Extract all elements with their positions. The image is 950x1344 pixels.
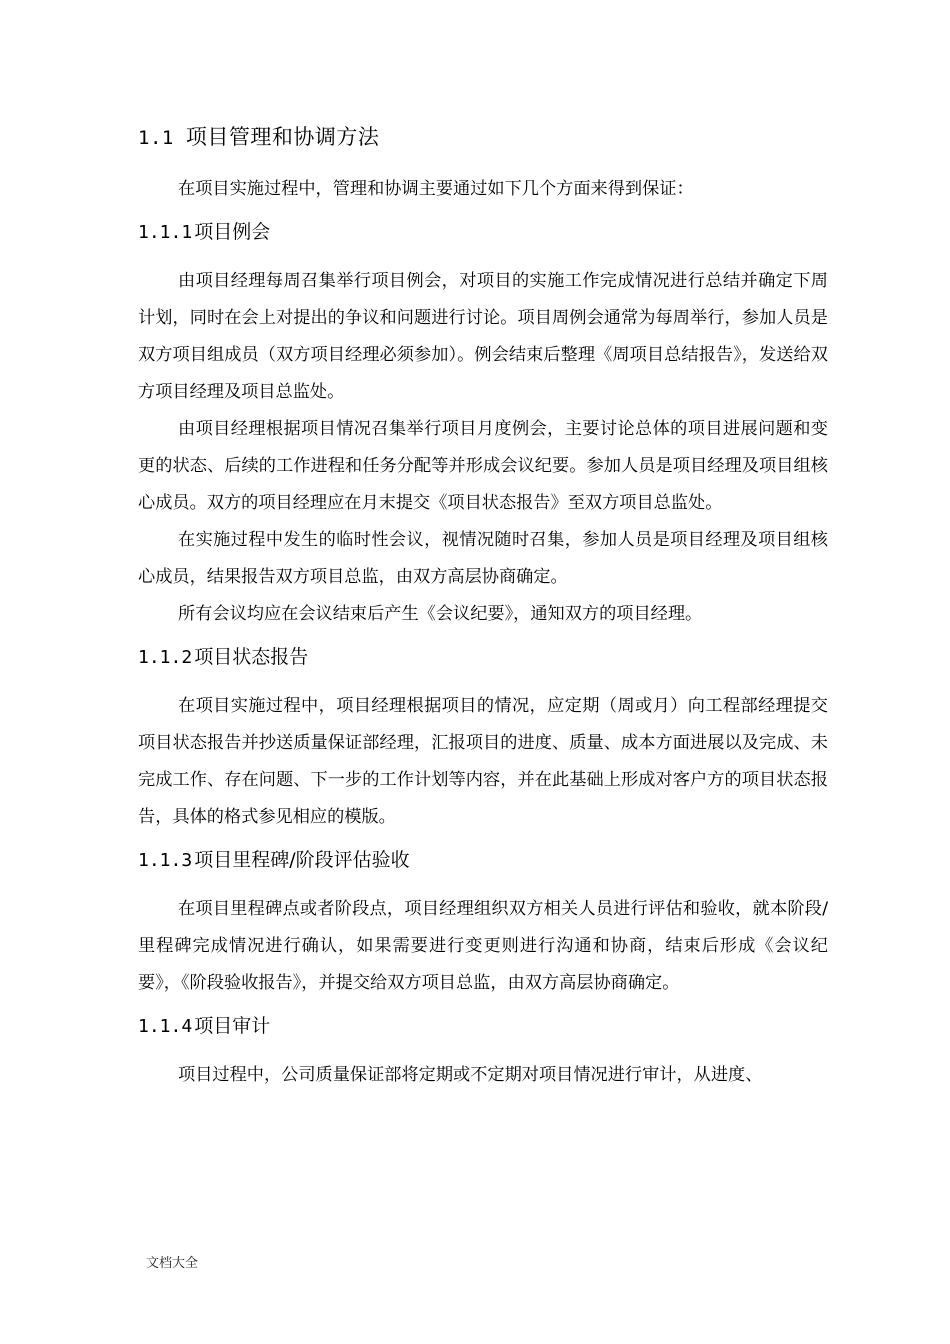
subsection-number: 1.1.2 (138, 647, 193, 668)
paragraph: 项目过程中，公司质量保证部将定期或不定期对项目情况进行审计，从进度、 (178, 1065, 763, 1085)
paragraph: 所有会议均应在会议结束后产生《会议纪要》，通知双方的项目经理。 (178, 604, 703, 624)
section-title: 项目管理和协调方法 (185, 125, 380, 149)
paragraph: 在项目实施过程中，项目经理根据项目的情况，应定期（周或月）向工程部经理提交项目状态报告并抄送质量保证部经理，汇报项目的进度、质量、成本方面进展以及完成、未完成工作、存在问题、下一步的工作计划等内容，并在此基础上形成对客户方的项目状态报告，具体的格式参见相应的模版。 (138, 696, 828, 827)
paragraph: 在实施过程中发生的临时性会议，视情况随时召集，参加人员是项目经理及项目组核心成员，结果报告双方项目总监，由双方高层协商确定。 (138, 530, 828, 587)
paragraph: 在项目里程碑点或者阶段点，项目经理组织双方相关人员进行评估和验收，就本阶段/里程碑完成情况进行确认，如果需要进行变更则进行沟通和协商，结束后形成《会议纪要》，《阶段验收报告》，并提交给双方项目总监，由双方高层协商确定。 (138, 899, 828, 993)
subsection-heading-4 (138, 1012, 828, 1041)
subsection-number: 1.1.1 (138, 222, 193, 243)
subsection-heading-2 (138, 643, 828, 672)
subsection-heading-3 (138, 846, 828, 875)
section-heading (138, 122, 828, 153)
subsection-heading-1 (138, 218, 828, 247)
section-intro: 在项目实施过程中，管理和协调主要通过如下几个方面来得到保证： (178, 179, 694, 199)
section-number: 1.1 (138, 127, 174, 149)
subsection-number: 1.1.3 (138, 850, 193, 871)
subsection-title: 项目状态报告 (194, 646, 309, 668)
document-body (138, 122, 828, 1094)
subsection-number: 1.1.4 (138, 1016, 193, 1037)
subsection-title: 项目例会 (194, 221, 271, 243)
subsection-title: 项目审计 (194, 1015, 271, 1037)
paragraph: 由项目经理每周召集举行项目例会，对项目的实施工作完成情况进行总结并确定下周计划，同时在会上对提出的争议和问题进行讨论。项目周例会通常为每周举行，参加人员是双方项目组成员（双方项目经理必须参加）。例会结束后整理《周项目总结报告》，发送给双方项目经理及项目总监处。 (138, 271, 828, 402)
subsection-title: 项目里程碑/阶段评估验收 (194, 849, 410, 871)
paragraph: 由项目经理根据项目情况召集举行项目月度例会，主要讨论总体的项目进展问题和变更的状态、后续的工作进程和任务分配等并形成会议纪要。参加人员是项目经理及项目组核心成员。双方的项目经理应在月末提交《项目状态报告》至双方项目总监处。 (138, 419, 828, 513)
page-footer: 文档大全 (146, 1256, 199, 1271)
